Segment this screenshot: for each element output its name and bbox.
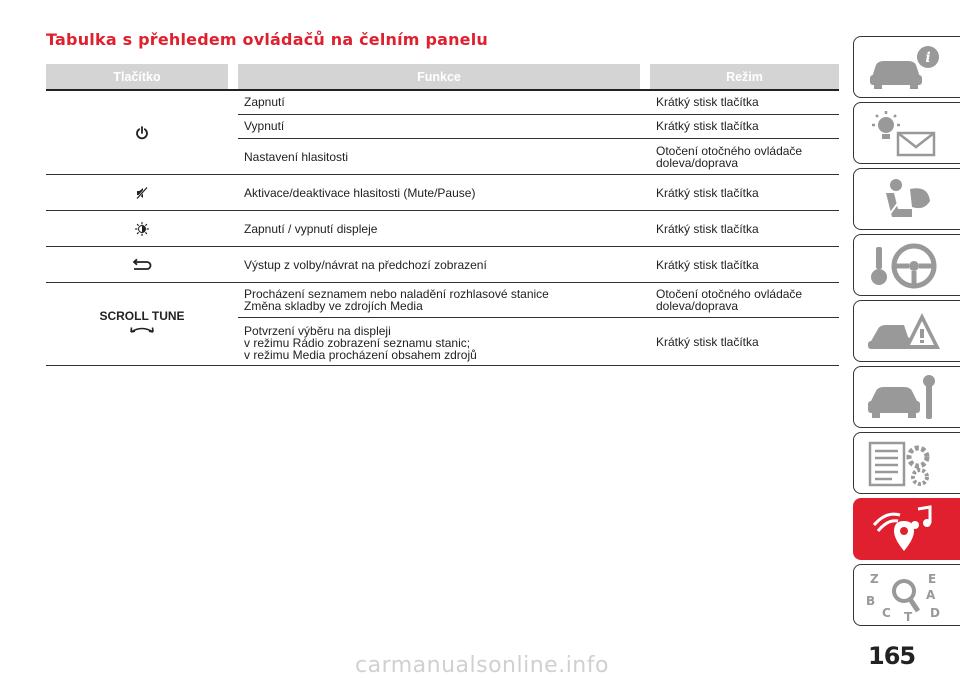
warning-lights-icon bbox=[864, 109, 944, 159]
svg-text:T: T bbox=[904, 610, 913, 621]
function-line: Procházení seznamem nebo naladění rozhlasové stanice bbox=[244, 287, 549, 301]
svg-text:D: D bbox=[930, 606, 940, 620]
specs-gear-icon bbox=[864, 439, 944, 489]
function-cell: Výstup z volby/návrat na předchozí zobrazení bbox=[244, 257, 487, 272]
watermark: carmanualsonline.info bbox=[355, 653, 609, 678]
table-row bbox=[238, 317, 839, 365]
mode-cell bbox=[650, 283, 839, 317]
table-row-back bbox=[46, 247, 839, 283]
multimedia-icon bbox=[864, 505, 944, 555]
function-line: Potvrzení výběru na displeji bbox=[244, 324, 391, 338]
car-maintenance-icon bbox=[864, 373, 944, 423]
function-cell bbox=[238, 318, 650, 365]
scroll-tune-label: SCROLL TUNE bbox=[99, 309, 185, 323]
mode-cell: Krátký stisk tlačítka bbox=[656, 95, 759, 109]
mode-cell bbox=[650, 318, 839, 365]
mode-cell: Krátký stisk tlačítka bbox=[656, 221, 759, 236]
tab-warning-lights[interactable] bbox=[853, 102, 960, 164]
function-cell: Zapnutí / vypnutí displeje bbox=[244, 221, 378, 236]
scroll-arrows-icon bbox=[129, 324, 155, 333]
steering-key-icon bbox=[864, 241, 944, 291]
back-cell bbox=[46, 247, 238, 282]
back-arrow-icon bbox=[132, 258, 152, 272]
table-row bbox=[238, 91, 839, 114]
table-header bbox=[46, 64, 839, 89]
tab-car-info[interactable] bbox=[853, 36, 960, 98]
function-line: v režimu Rádio zobrazení seznamu stanic; bbox=[244, 336, 471, 350]
tab-seat-airbag[interactable] bbox=[853, 168, 960, 230]
table-row bbox=[238, 283, 839, 317]
svg-text:i: i bbox=[925, 50, 931, 66]
svg-text:C: C bbox=[882, 606, 891, 620]
table-row-mute bbox=[46, 175, 839, 211]
mode-cell: Otočení otočného ovládače doleva/doprava bbox=[656, 144, 803, 170]
header-function: Funkce bbox=[238, 64, 640, 89]
function-cell bbox=[238, 283, 650, 317]
seat-airbag-icon bbox=[864, 175, 944, 225]
mode-cell: Krátký stisk tlačítka bbox=[656, 257, 759, 272]
power-cell bbox=[46, 91, 238, 174]
display-cell bbox=[46, 211, 238, 246]
mode-line: Krátký stisk tlačítka bbox=[656, 335, 759, 349]
function-cell: Aktivace/deaktivace hlasitosti (Mute/Pause) bbox=[244, 185, 476, 200]
car-info-icon bbox=[864, 43, 944, 93]
display-brightness-icon bbox=[135, 222, 149, 236]
function-line: Změna skladby ve zdrojích Media bbox=[244, 299, 423, 313]
function-cell: Zapnutí bbox=[244, 95, 285, 109]
header-mode: Režim bbox=[650, 64, 839, 89]
svg-text:Z: Z bbox=[870, 572, 879, 586]
table-row bbox=[238, 138, 839, 174]
tab-index[interactable] bbox=[853, 564, 960, 626]
svg-text:E: E bbox=[928, 572, 937, 586]
scroll-cell bbox=[46, 283, 238, 365]
controls-table bbox=[46, 64, 839, 366]
table-row-scroll bbox=[46, 283, 839, 366]
tab-steering-key[interactable] bbox=[853, 234, 960, 296]
tab-specs[interactable] bbox=[853, 432, 960, 494]
mode-cell: Krátký stisk tlačítka bbox=[656, 185, 759, 200]
tab-multimedia[interactable] bbox=[853, 498, 960, 560]
svg-text:A: A bbox=[926, 588, 936, 602]
page-number: 165 bbox=[868, 642, 916, 670]
function-line: v režimu Media procházení obsahem zdrojů bbox=[244, 348, 477, 362]
emergency-car-icon bbox=[864, 307, 944, 357]
table-row-display bbox=[46, 211, 839, 247]
function-cell: Nastavení hlasitosti bbox=[244, 150, 349, 164]
mode-line: Otočení otočného ovládače bbox=[656, 287, 803, 301]
svg-text:B: B bbox=[866, 594, 876, 608]
mode-cell: Krátký stisk tlačítka bbox=[656, 119, 759, 133]
mute-cell bbox=[46, 175, 238, 210]
table-row-power bbox=[46, 91, 839, 175]
tab-car-maintenance[interactable] bbox=[853, 366, 960, 428]
power-icon bbox=[135, 126, 149, 140]
header-button: Tlačítko bbox=[46, 64, 228, 89]
tab-emergency[interactable] bbox=[853, 300, 960, 362]
mode-line: doleva/doprava bbox=[656, 299, 739, 313]
mute-icon bbox=[135, 186, 149, 200]
table-row bbox=[238, 114, 839, 138]
index-search-icon bbox=[864, 571, 944, 621]
page-title: Tabulka s přehledem ovládačů na čelním panelu bbox=[46, 30, 489, 49]
function-cell: Vypnutí bbox=[244, 119, 285, 133]
